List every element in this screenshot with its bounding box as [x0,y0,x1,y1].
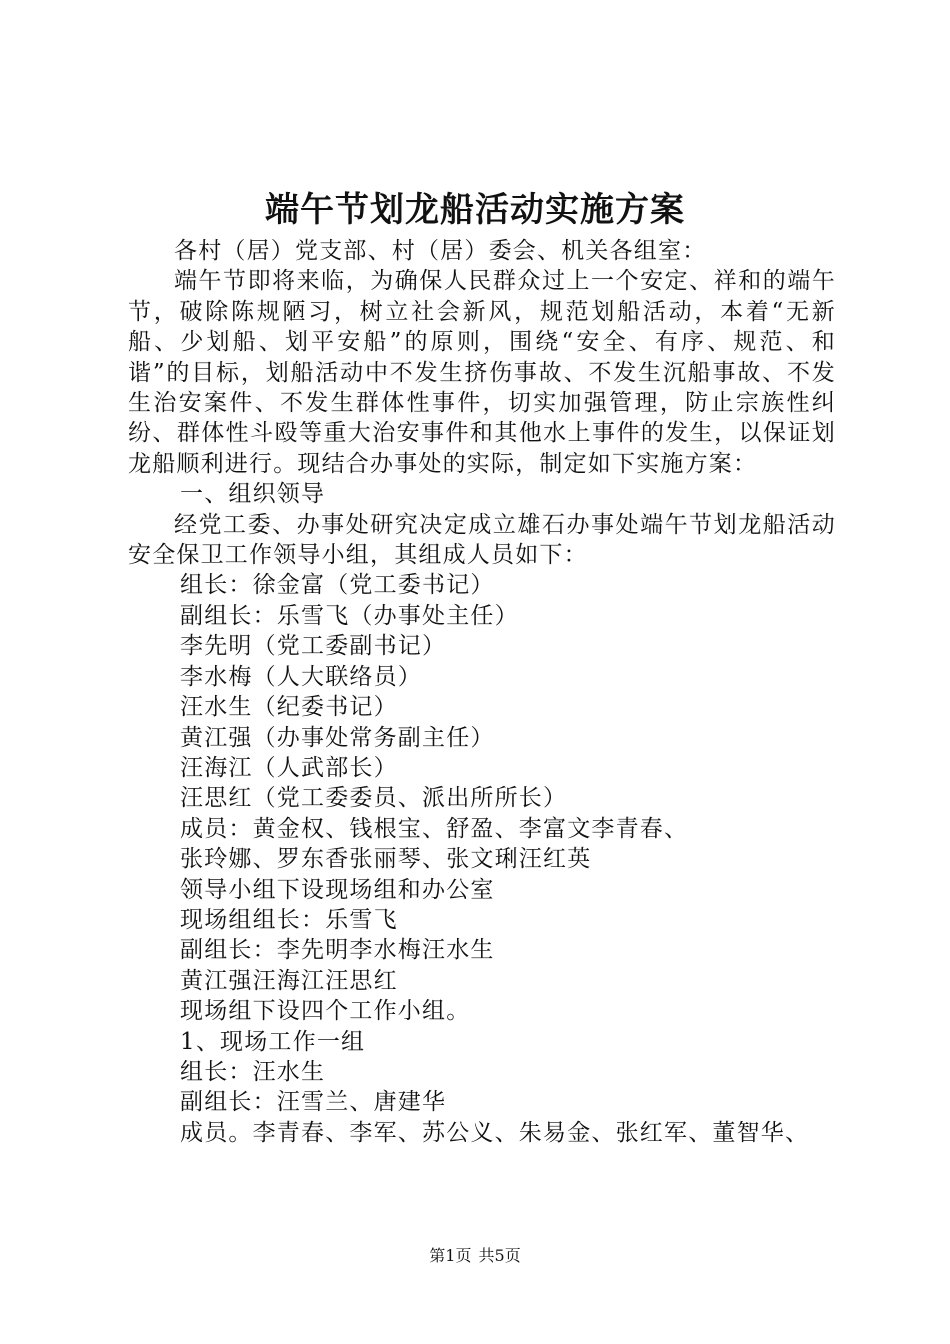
body-line: 现场组组长：乐雪飞 [180,906,398,933]
section-paragraph: 经党工委、办事处研究决定成立雄石办事处端午节划龙船活动安全保卫工作领导小组，其组成人员如下： [128,511,836,569]
page-total: 共5页 [478,1246,521,1265]
body-line: 副组长：汪雪兰、唐建华 [180,1089,447,1116]
intro-paragraph: 端午节即将来临，为确保人民群众过上一个安定、祥和的端午节，破除陈规陋习，树立社会新风，规范划船活动，本着“无新船、少划船、划平安船”的原则，围绕“安全、有序、规范、和谐”的目标，划船活动中不发生挤伤事故、不发生沉船事故、不发生治安案件、不发生群体性事件，切实加强管理，防止宗族性纠纷、群体性斗殴等重大治安事件和其他水上事件的发生，以保证划龙船顺利进行。现结合办事处的实际，制定如下实施方案： [128,268,836,477]
body-line: 组长：汪水生 [180,1058,326,1085]
body-line: 成员：黄金权、钱根宝、舒盈、李富文李青春、 [180,815,689,842]
section-heading: 一、组织领导 [180,481,326,508]
body-line: 汪水生（纪委书记） [180,694,398,721]
salutation: 各村（居）党支部、村（居）委会、机关各组室： [174,238,707,264]
body-line: 黄江强汪海江汪思红 [180,967,398,994]
body-line: 汪思红（党工委委员、派出所所长） [180,785,568,812]
body-line: 汪海江（人武部长） [180,754,398,781]
body-line: 黄江强（办事处常务副主任） [180,724,495,751]
document-title: 端午节划龙船活动实施方案 [265,190,685,230]
body-line: 副组长：李先明李水梅汪水生 [180,937,495,964]
body-line: 成员。李青春、李军、苏公义、朱易金、张红军、董智华、 [180,1119,810,1146]
body-line: 副组长：乐雪飞（办事处主任） [180,602,519,629]
body-line: 张玲娜、罗东香张丽琴、张文琍汪红英 [180,846,592,873]
page-number: 第1页 [429,1246,472,1265]
document-body [128,236,836,1148]
body-line: 李先明（党工委副书记） [180,633,447,660]
body-line: 1、现场工作一组 [180,1028,366,1055]
page-footer [0,1244,950,1268]
body-line: 李水梅（人大联络员） [180,663,422,690]
body-line: 现场组下设四个工作小组。 [180,998,471,1025]
body-line: 领导小组下设现场组和办公室 [180,876,495,903]
body-line: 组长：徐金富（党工委书记） [180,572,495,599]
